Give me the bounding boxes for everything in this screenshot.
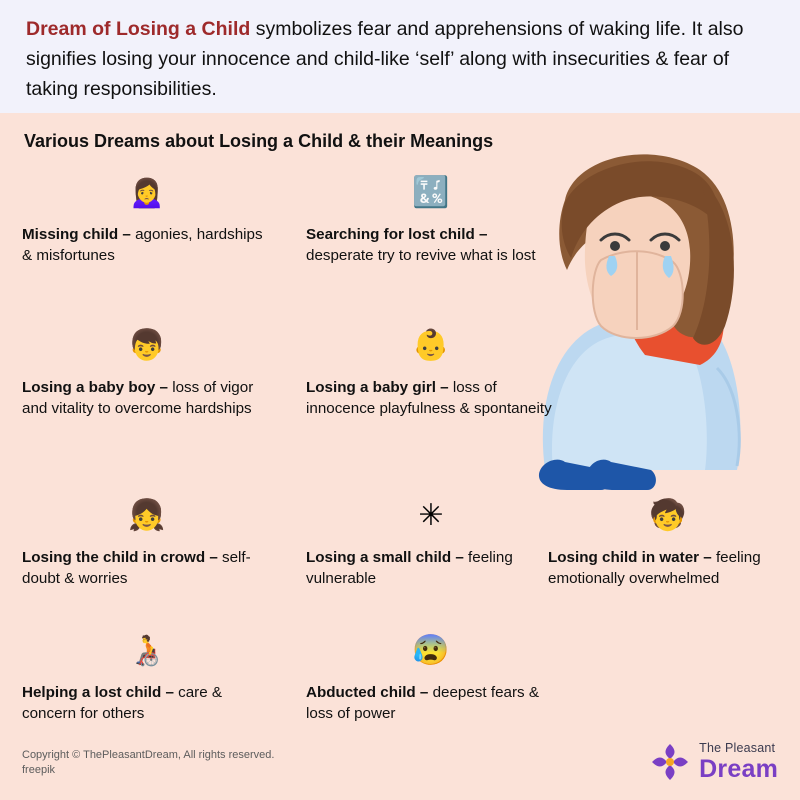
list-item-text: [306, 547, 556, 589]
list-item-text: [548, 547, 788, 589]
list-item-text: [22, 224, 272, 266]
brand-logo: [650, 742, 778, 782]
list-item-title: Missing child –: [22, 226, 136, 243]
list-item-text: [306, 224, 556, 266]
list-item-text: [306, 377, 556, 419]
helping-hand-icon: 🧑‍🦽: [128, 634, 166, 667]
list-item: [306, 630, 556, 724]
try-sign-icon: 🔣: [412, 176, 450, 209]
list-item-title: Helping a lost child –: [22, 684, 179, 701]
footer-copyright: [22, 748, 274, 778]
copyright-text: Copyright © ThePleasantDream, All rights reserved.: [22, 749, 275, 761]
header-banner: [0, 0, 800, 113]
child-reading-icon: 🙍‍♀️: [128, 176, 166, 209]
list-item-title: Losing a small child –: [306, 549, 469, 566]
list-item-desc: loss of vigor and vitality to overcome hardships: [22, 379, 254, 417]
header-rest: symbolizes fear and apprehensions of waking life. It also signifies losing your innocence and child-like ‘self’ along with insecurities & fear of taking responsibilities.: [26, 18, 744, 100]
list-item-text: [22, 377, 272, 419]
list-item: [22, 325, 272, 419]
list-item-title: Searching for lost child –: [306, 226, 488, 243]
list-item: [22, 172, 272, 266]
abducted-child-icon: 😰: [412, 634, 450, 667]
brand-line1: The Pleasant: [699, 741, 776, 756]
list-item-desc: self-doubt & worries: [22, 549, 251, 587]
child-in-water-icon: 🧒: [649, 499, 687, 532]
list-item-title: Losing a baby boy –: [22, 379, 173, 396]
list-item: [306, 325, 556, 419]
list-item: [22, 495, 272, 589]
header-lead: Dream of Losing a Child: [26, 18, 251, 40]
credit-text: freepik: [22, 764, 56, 776]
list-item-title: Abducted child –: [306, 684, 433, 701]
list-item: [306, 495, 556, 589]
brand-wordmark: [699, 742, 778, 782]
list-item-desc: agonies, hardships & misfortunes: [22, 226, 263, 264]
list-item: [22, 630, 272, 724]
baby-boy-icon: 👦: [128, 329, 166, 362]
list-item-desc: loss of innocence playfulness & spontaneity: [306, 379, 552, 417]
list-item-title: Losing the child in crowd –: [22, 549, 222, 566]
list-item: [548, 495, 788, 589]
small-child-icon: ✳: [418, 499, 444, 532]
list-item-title: Losing child in water –: [548, 549, 716, 566]
baby-girl-icon: 👶: [412, 329, 450, 362]
list-item-text: [306, 682, 556, 724]
header-text: [26, 14, 774, 104]
section-title: Various Dreams about Losing a Child & their Meanings: [24, 131, 494, 151]
list-item-text: [22, 682, 272, 724]
list-item-desc: deepest fears & loss of power: [306, 684, 539, 722]
list-item-text: [22, 547, 272, 589]
girl-in-crowd-icon: 👧: [128, 499, 166, 532]
list-item-desc: care & concern for others: [22, 684, 223, 722]
list-item-desc: feeling emotionally overwhelmed: [548, 549, 761, 587]
list-item-title: Losing a baby girl –: [306, 379, 453, 396]
list-item-desc: feeling vulnerable: [306, 549, 513, 587]
list-item-desc: desperate try to revive what is lost: [306, 247, 536, 264]
list-item: [306, 172, 556, 266]
flower-logo-icon: [650, 742, 690, 782]
brand-line2: Dream: [699, 754, 778, 783]
